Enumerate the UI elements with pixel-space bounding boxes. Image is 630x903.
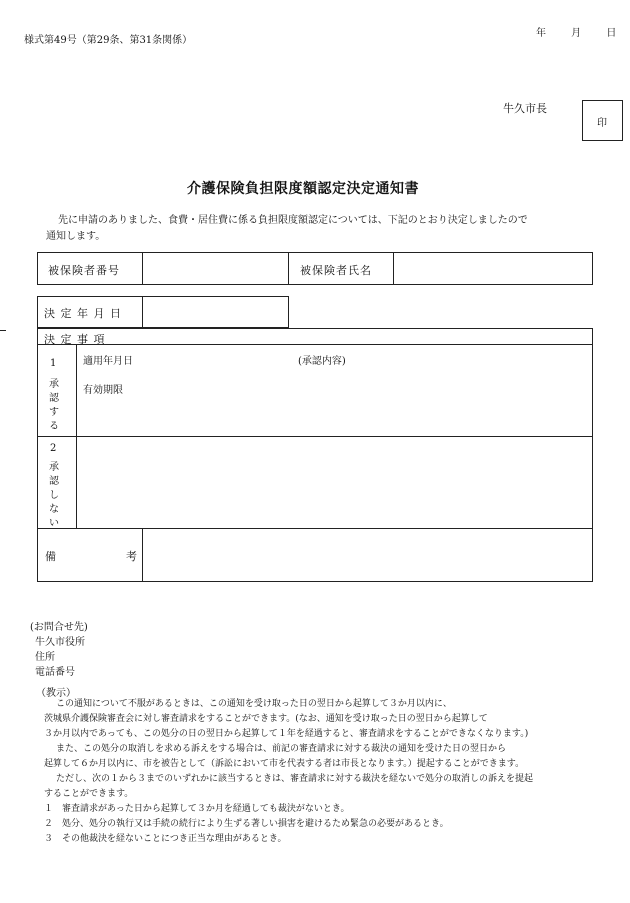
instruction-line-1: この通知について不服があるときは、この通知を受け取った日の翌日から起算して３か月以内に、 (56, 699, 452, 709)
deny-label: 承 認 し な い (49, 462, 59, 529)
instruction-line-9: ２ 処分、処分の執行又は手続の続行により生ずる著しい損害を避けるため緊急の必要があるとき。 (44, 819, 449, 829)
apply-date-label: 適用年月日 (83, 356, 133, 367)
intro-line-1: 先に申請のありました、食費・居住費に係る負担限度額認定については、下記のとおり決定しましたので (58, 215, 528, 226)
insured-name-label: 被保険者氏名 (300, 264, 372, 277)
contact-heading: (お問合せ先) (30, 622, 88, 633)
instruction-line-4: また、この処分の取消しを求める訴えをする場合は、前記の審査請求に対する裁決の通知を受けた日の翌日から (56, 744, 507, 754)
decision-date-label: 決 定 年 月 日 (44, 307, 122, 320)
instruction-line-2: 茨城県介護保険審査会に対し審査請求をすることができます。(なお、通知を受け取った日の翌日から起算して (44, 714, 488, 724)
instruction-line-7: することができます。 (44, 789, 134, 799)
intro-line-2: 通知します。 (46, 231, 106, 242)
instruction-line-6: ただし、次の１から３までのいずれかに該当するときは、審査請求に対する裁決を経ないで処分の取消しの訴えを提起 (56, 774, 534, 784)
remarks-label-right: 考 (126, 550, 137, 563)
form-id: 様式第49号（第29条、第31条関係） (24, 35, 193, 46)
contact-phone-label: 電話番号 (35, 667, 75, 678)
page-title: 介護保険負担限度額認定決定通知書 (187, 181, 419, 197)
approval-content-label: (承認内容) (298, 356, 346, 367)
approve-label: 承 認 す る (49, 379, 59, 432)
approve-number: 1 (50, 358, 57, 369)
seal-label: 印 (597, 118, 607, 129)
insured-number-label: 被保険者番号 (48, 264, 120, 277)
date-label: 年 月 日 (536, 28, 621, 39)
issuer-name: 牛久市長 (503, 102, 547, 115)
deny-number: 2 (50, 443, 57, 454)
instruction-line-8: １ 審査請求があった日から起算して３か月を経過しても裁決がないとき。 (44, 804, 350, 814)
decision-items-label: 決 定 事 項 (44, 333, 106, 346)
margin-tick (0, 330, 6, 331)
instructions-heading: （教示） (36, 688, 76, 699)
instruction-line-10: ３ その他裁決を経ないことにつき正当な理由があるとき。 (44, 834, 287, 844)
remarks-label-left: 備 (45, 550, 56, 563)
contact-address-label: 住所 (35, 652, 55, 663)
instruction-line-3: ３か月以内であっても、この処分の日の翌日から起算して１年を経過すると、審査請求をすることができなくなります。) (44, 729, 529, 739)
instruction-line-5: 起算して６か月以内に、市を被告として（訴訟において市を代表する者は市長となります。）提起することができます。 (44, 759, 525, 769)
contact-office: 牛久市役所 (35, 637, 85, 648)
valid-period-label: 有効期限 (83, 385, 123, 396)
